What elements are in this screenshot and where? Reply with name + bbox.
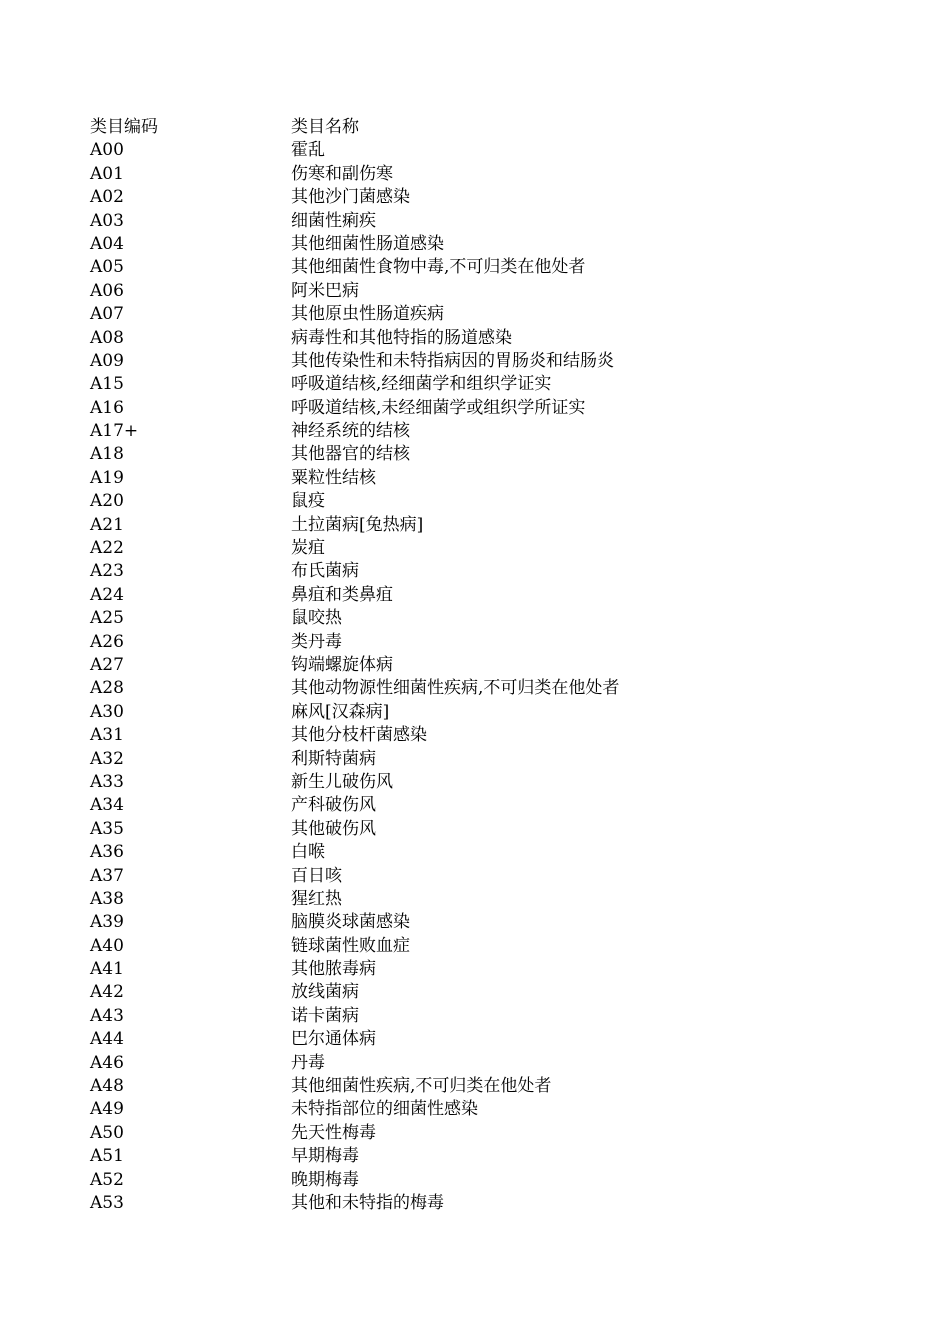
table-row bbox=[90, 233, 890, 256]
table-row bbox=[90, 490, 890, 513]
category-code: A25 bbox=[90, 608, 124, 629]
category-name: 霍乱 bbox=[291, 140, 325, 161]
table-row bbox=[90, 373, 890, 396]
table-row bbox=[90, 210, 890, 233]
category-code: A17+ bbox=[90, 421, 139, 442]
table-row bbox=[90, 303, 890, 326]
category-name: 猩红热 bbox=[291, 888, 342, 909]
category-code: A38 bbox=[90, 888, 124, 909]
category-name: 新生儿破伤风 bbox=[291, 771, 393, 792]
table-row bbox=[90, 280, 890, 303]
category-name: 炭疽 bbox=[291, 538, 325, 559]
table-row bbox=[90, 350, 890, 373]
category-code: A04 bbox=[90, 233, 124, 254]
category-code: A33 bbox=[90, 771, 124, 792]
category-code: A46 bbox=[90, 1052, 124, 1073]
table-row bbox=[90, 911, 890, 934]
category-code: A52 bbox=[90, 1169, 124, 1190]
category-name: 钩端螺旋体病 bbox=[291, 654, 393, 675]
category-name: 布氏菌病 bbox=[291, 561, 359, 582]
category-name: 晚期梅毒 bbox=[291, 1169, 359, 1190]
table-row bbox=[90, 701, 890, 724]
table-row bbox=[90, 1169, 890, 1192]
category-name: 白喉 bbox=[291, 842, 325, 863]
category-name: 其他细菌性肠道感染 bbox=[291, 233, 444, 254]
table-row bbox=[90, 139, 890, 162]
category-code: A05 bbox=[90, 257, 124, 278]
category-name: 其他脓毒病 bbox=[291, 959, 376, 980]
category-name: 丹毒 bbox=[291, 1052, 325, 1073]
header-row bbox=[90, 116, 890, 139]
table-row bbox=[90, 654, 890, 677]
category-code: A07 bbox=[90, 304, 124, 325]
category-code: A40 bbox=[90, 935, 124, 956]
category-code: A22 bbox=[90, 538, 124, 559]
table-row bbox=[90, 888, 890, 911]
category-name: 伤寒和副伤寒 bbox=[291, 163, 393, 184]
table-row bbox=[90, 256, 890, 279]
category-name: 其他破伤风 bbox=[291, 818, 376, 839]
category-name: 病毒性和其他特指的肠道感染 bbox=[291, 327, 512, 348]
category-code: A27 bbox=[90, 654, 124, 675]
category-code: A09 bbox=[90, 350, 124, 371]
table-row bbox=[90, 467, 890, 490]
header-code: 类目编码 bbox=[90, 117, 158, 137]
category-code: A20 bbox=[90, 491, 124, 512]
category-code: A00 bbox=[90, 140, 124, 161]
table-row bbox=[90, 677, 890, 700]
table-row bbox=[90, 771, 890, 794]
table-row bbox=[90, 514, 890, 537]
table-row bbox=[90, 818, 890, 841]
category-code: A03 bbox=[90, 210, 124, 231]
category-table bbox=[90, 116, 890, 1215]
category-name: 利斯特菌病 bbox=[291, 748, 376, 769]
category-code: A26 bbox=[90, 631, 124, 652]
category-name: 土拉菌病[兔热病] bbox=[291, 514, 424, 535]
category-code: A02 bbox=[90, 187, 124, 208]
category-name: 类丹毒 bbox=[291, 631, 342, 652]
category-code: A16 bbox=[90, 397, 124, 418]
table-row bbox=[90, 163, 890, 186]
category-name: 粟粒性结核 bbox=[291, 467, 376, 488]
category-name: 其他细菌性食物中毒,不可归类在他处者 bbox=[291, 257, 586, 278]
table-row bbox=[90, 1052, 890, 1075]
category-code: A01 bbox=[90, 163, 124, 184]
category-name: 鼻疽和类鼻疽 bbox=[291, 584, 393, 605]
category-code: A08 bbox=[90, 327, 124, 348]
category-name: 其他沙门菌感染 bbox=[291, 187, 410, 208]
category-code: A41 bbox=[90, 959, 124, 980]
category-code: A24 bbox=[90, 584, 124, 605]
table-body bbox=[90, 139, 890, 1215]
table-row bbox=[90, 1028, 890, 1051]
category-code: A28 bbox=[90, 678, 124, 699]
category-name: 产科破伤风 bbox=[291, 795, 376, 816]
category-code: A34 bbox=[90, 795, 124, 816]
category-code: A30 bbox=[90, 701, 124, 722]
table-row bbox=[90, 981, 890, 1004]
category-code: A44 bbox=[90, 1029, 124, 1050]
category-name: 脑膜炎球菌感染 bbox=[291, 912, 410, 933]
category-code: A36 bbox=[90, 842, 124, 863]
category-code: A50 bbox=[90, 1122, 124, 1143]
category-name: 先天性梅毒 bbox=[291, 1122, 376, 1143]
category-code: A19 bbox=[90, 467, 124, 488]
table-row bbox=[90, 958, 890, 981]
category-code: A53 bbox=[90, 1192, 124, 1213]
category-name: 呼吸道结核,经细菌学和组织学证实 bbox=[291, 374, 552, 395]
table-row bbox=[90, 186, 890, 209]
category-name: 未特指部位的细菌性感染 bbox=[291, 1099, 478, 1120]
table-row bbox=[90, 584, 890, 607]
table-row bbox=[90, 1098, 890, 1121]
category-name: 其他器官的结核 bbox=[291, 444, 410, 465]
category-name: 神经系统的结核 bbox=[291, 421, 410, 442]
category-name: 其他动物源性细菌性疾病,不可归类在他处者 bbox=[291, 678, 620, 699]
category-code: A39 bbox=[90, 912, 124, 933]
category-code: A31 bbox=[90, 725, 124, 746]
category-name: 其他和未特指的梅毒 bbox=[291, 1192, 444, 1213]
category-name: 放线菌病 bbox=[291, 982, 359, 1003]
table-row bbox=[90, 537, 890, 560]
table-row bbox=[90, 560, 890, 583]
table-row bbox=[90, 420, 890, 443]
table-row bbox=[90, 935, 890, 958]
table-row bbox=[90, 397, 890, 420]
category-name: 百日咳 bbox=[291, 865, 342, 886]
table-row bbox=[90, 1005, 890, 1028]
category-name: 其他原虫性肠道疾病 bbox=[291, 304, 444, 325]
category-code: A51 bbox=[90, 1146, 124, 1167]
table-row bbox=[90, 631, 890, 654]
category-name: 其他分枝杆菌感染 bbox=[291, 725, 427, 746]
category-name: 其他细菌性疾病,不可归类在他处者 bbox=[291, 1076, 552, 1097]
category-code: A15 bbox=[90, 374, 124, 395]
category-code: A21 bbox=[90, 514, 124, 535]
category-name: 阿米巴病 bbox=[291, 280, 359, 301]
table-row bbox=[90, 1122, 890, 1145]
category-code: A49 bbox=[90, 1099, 124, 1120]
category-name: 诺卡菌病 bbox=[291, 1005, 359, 1026]
table-row bbox=[90, 724, 890, 747]
category-name: 链球菌性败血症 bbox=[291, 935, 410, 956]
category-code: A43 bbox=[90, 1005, 124, 1026]
table-row bbox=[90, 607, 890, 630]
category-name: 麻风[汉森病] bbox=[291, 701, 390, 722]
category-code: A32 bbox=[90, 748, 124, 769]
category-name: 早期梅毒 bbox=[291, 1146, 359, 1167]
table-row bbox=[90, 865, 890, 888]
category-name: 其他传染性和未特指病因的胃肠炎和结肠炎 bbox=[291, 350, 614, 371]
table-row bbox=[90, 1075, 890, 1098]
category-name: 鼠咬热 bbox=[291, 608, 342, 629]
category-code: A06 bbox=[90, 280, 124, 301]
table-row bbox=[90, 794, 890, 817]
table-row bbox=[90, 327, 890, 350]
category-code: A48 bbox=[90, 1076, 124, 1097]
category-name: 鼠疫 bbox=[291, 491, 325, 512]
category-name: 细菌性痢疾 bbox=[291, 210, 376, 231]
table-row bbox=[90, 443, 890, 466]
table-row bbox=[90, 1145, 890, 1168]
category-code: A18 bbox=[90, 444, 124, 465]
table-row bbox=[90, 1192, 890, 1215]
category-code: A23 bbox=[90, 561, 124, 582]
header-name: 类目名称 bbox=[291, 117, 359, 137]
category-name: 呼吸道结核,未经细菌学或组织学所证实 bbox=[291, 397, 586, 418]
category-code: A35 bbox=[90, 818, 124, 839]
category-code: A42 bbox=[90, 982, 124, 1003]
table-row bbox=[90, 748, 890, 771]
table-row bbox=[90, 841, 890, 864]
category-name: 巴尔通体病 bbox=[291, 1029, 376, 1050]
category-code: A37 bbox=[90, 865, 124, 886]
